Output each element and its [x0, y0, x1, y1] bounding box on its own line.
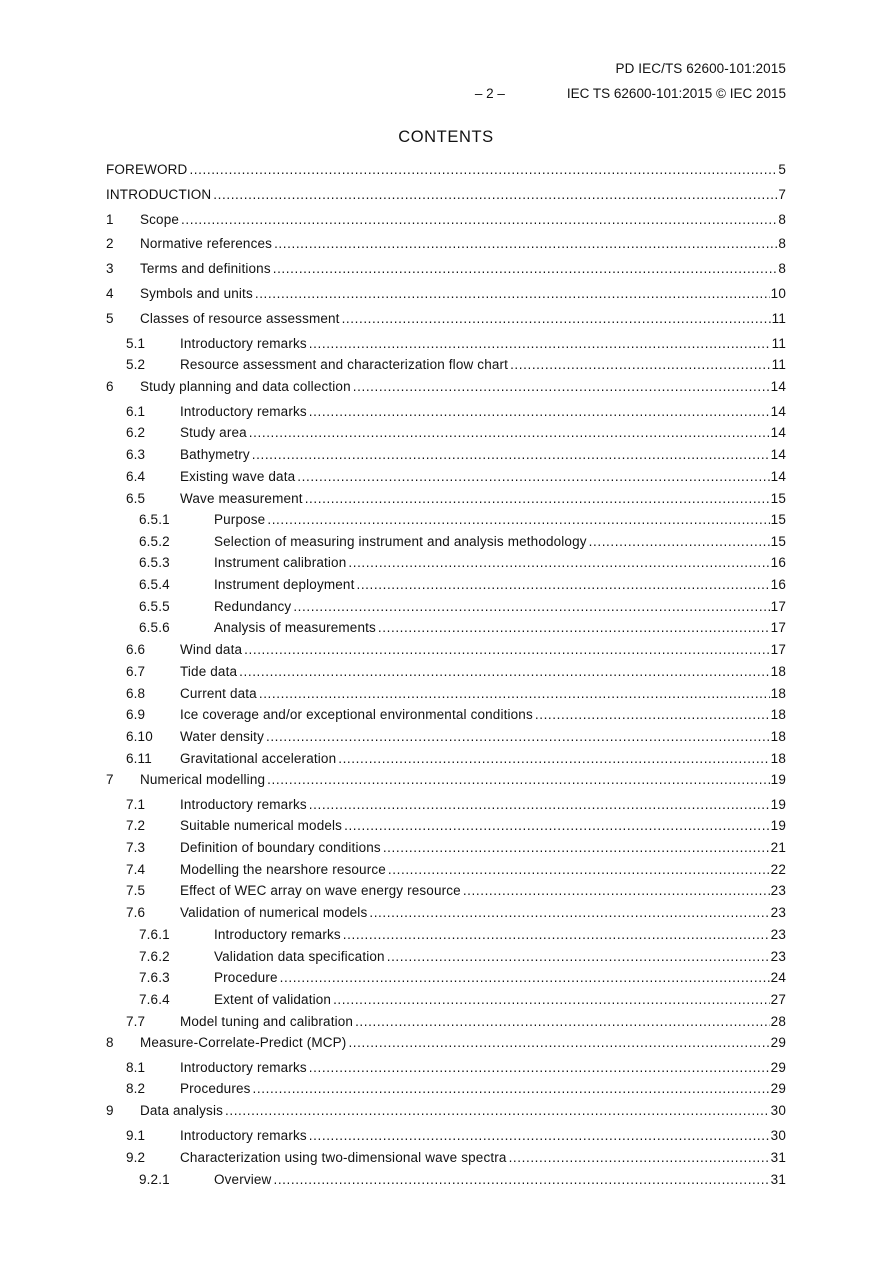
toc-dot-leader	[297, 469, 769, 484]
toc-entry[interactable]	[106, 1014, 786, 1035]
toc-entry[interactable]	[106, 491, 786, 512]
toc-entry[interactable]	[106, 447, 786, 469]
toc-entry-title: Introductory remarks	[180, 336, 307, 351]
toc-entry-number: 7.6.1	[139, 927, 170, 942]
toc-entry[interactable]	[106, 534, 786, 555]
toc-dot-leader	[239, 664, 770, 679]
toc-dot-leader	[344, 818, 770, 833]
toc-dot-leader	[273, 1172, 769, 1187]
toc-entry-page: 14	[770, 404, 786, 419]
toc-entry[interactable]	[106, 707, 786, 729]
toc-entry-page: 29	[770, 1060, 786, 1075]
toc-entry[interactable]	[106, 970, 786, 992]
toc-entry-number: 7.4	[126, 862, 146, 877]
toc-entry[interactable]	[106, 555, 786, 577]
toc-entry-title: Bathymetry	[180, 447, 250, 462]
toc-dot-leader	[252, 447, 770, 462]
toc-dot-leader	[510, 357, 771, 372]
toc-entry[interactable]	[106, 862, 786, 883]
toc-entry-number: 6.5.5	[139, 599, 170, 614]
toc-entry[interactable]	[106, 311, 786, 336]
toc-entry-number: 6.6	[126, 642, 146, 657]
toc-entry-title: Wave measurement	[180, 491, 303, 506]
toc-entry-title: Study area	[180, 425, 247, 440]
toc-entry-title: Water density	[180, 729, 264, 744]
toc-entry-page: 31	[770, 1172, 786, 1187]
toc-entry-title: Introductory remarks	[214, 927, 341, 942]
toc-entry[interactable]	[106, 379, 786, 404]
toc-entry-number: 6.5.1	[139, 512, 170, 527]
toc-entry-title: INTRODUCTION	[106, 187, 212, 202]
toc-entry-number: 6.5.2	[139, 534, 170, 549]
toc-entry-title: FOREWORD	[106, 162, 188, 177]
toc-dot-leader	[274, 236, 777, 251]
toc-entry[interactable]	[106, 404, 786, 425]
toc-dot-leader	[356, 577, 769, 592]
toc-entry-number: 7.5	[126, 883, 146, 898]
toc-entry[interactable]	[106, 729, 786, 751]
toc-dot-leader	[348, 555, 769, 570]
toc-dot-leader	[387, 949, 770, 964]
toc-entry[interactable]	[106, 1150, 786, 1172]
toc-dot-leader	[273, 261, 778, 276]
toc-dot-leader	[338, 751, 769, 766]
toc-entry[interactable]	[106, 357, 786, 379]
toc-dot-leader	[293, 599, 769, 614]
toc-entry-number: 6	[106, 379, 114, 394]
toc-entry-page: 18	[770, 664, 786, 679]
toc-entry[interactable]	[106, 212, 786, 236]
toc-dot-leader	[213, 187, 777, 202]
toc-entry[interactable]	[106, 261, 786, 286]
toc-entry[interactable]	[106, 1103, 786, 1128]
copyright-notice: IEC TS 62600-101:2015 © IEC 2015	[566, 86, 786, 101]
toc-entry-title: Instrument calibration	[214, 555, 347, 570]
toc-entry-number: 9.2	[126, 1150, 146, 1165]
toc-entry-title: Validation data specification	[214, 949, 385, 964]
toc-entry-page: 23	[770, 949, 786, 964]
toc-entry-number: 5.1	[126, 336, 146, 351]
toc-entry[interactable]	[106, 577, 786, 599]
toc-entry-page: 19	[770, 818, 786, 833]
toc-entry-page: 31	[770, 1150, 786, 1165]
toc-dot-leader	[535, 707, 770, 722]
page-number-label: – 2 –	[474, 86, 505, 101]
toc-entry-title: Selection of measuring instrument and analysis methodology	[214, 534, 587, 549]
toc-entry[interactable]	[106, 236, 786, 261]
toc-entry[interactable]	[106, 905, 786, 927]
toc-entry-title: Introductory remarks	[180, 1060, 307, 1075]
toc-entry-page: 17	[770, 642, 786, 657]
toc-dot-leader	[280, 970, 770, 985]
toc-entry-page: 18	[770, 686, 786, 701]
toc-entry-title: Current data	[180, 686, 257, 701]
toc-dot-leader	[181, 212, 777, 227]
toc-entry[interactable]	[106, 686, 786, 707]
toc-entry-page: 8	[778, 212, 786, 227]
toc-entry-page: 14	[770, 447, 786, 462]
toc-entry-title: Resource assessment and characterization flow chart	[180, 357, 509, 372]
toc-entry[interactable]	[106, 927, 786, 949]
toc-entry-number: 6.3	[126, 447, 146, 462]
toc-entry-number: 9.2.1	[139, 1172, 170, 1187]
toc-entry-number: 7.2	[126, 818, 146, 833]
toc-entry-number: 5	[106, 311, 114, 326]
toc-dot-leader	[189, 162, 777, 177]
toc-entry-number: 6.2	[126, 425, 146, 440]
toc-entry-number: 6.5	[126, 491, 146, 506]
toc-entry-title: Gravitational acceleration	[180, 751, 337, 766]
toc-entry-number: 5.2	[126, 357, 146, 372]
toc-dot-leader	[463, 883, 770, 898]
toc-entry-title: Numerical modelling	[140, 772, 266, 787]
toc-entry[interactable]	[106, 1081, 786, 1103]
toc-entry[interactable]	[106, 772, 786, 797]
table-of-contents	[106, 162, 786, 1194]
toc-dot-leader	[253, 1081, 770, 1096]
toc-entry-title: Terms and definitions	[140, 261, 271, 276]
toc-entry-title: Scope	[140, 212, 180, 227]
toc-dot-leader	[378, 620, 770, 635]
toc-entry-title: Overview	[214, 1172, 272, 1187]
toc-entry-page: 23	[770, 905, 786, 920]
toc-dot-leader	[369, 905, 769, 920]
toc-entry-title: Classes of resource assessment	[140, 311, 340, 326]
toc-entry[interactable]	[106, 1035, 786, 1060]
toc-entry-title: Study planning and data collection	[140, 379, 351, 394]
toc-dot-leader	[225, 1103, 770, 1118]
toc-entry-number: 7.1	[126, 797, 146, 812]
toc-entry[interactable]	[106, 992, 786, 1014]
toc-entry-title: Model tuning and calibration	[180, 1014, 354, 1029]
toc-entry-title: Characterization using two-dimensional wave spectra	[180, 1150, 507, 1165]
toc-entry[interactable]	[106, 1172, 786, 1194]
toc-entry-number: 6.5.4	[139, 577, 170, 592]
toc-entry-page: 21	[770, 840, 786, 855]
toc-entry-page: 10	[770, 286, 786, 301]
toc-entry-number: 8	[106, 1035, 114, 1050]
toc-dot-leader	[309, 1128, 770, 1143]
toc-dot-leader	[348, 1035, 769, 1050]
toc-entry-page: 23	[770, 883, 786, 898]
toc-entry[interactable]	[106, 883, 786, 905]
toc-dot-leader	[309, 797, 770, 812]
toc-entry[interactable]	[106, 751, 786, 772]
toc-entry[interactable]	[106, 1128, 786, 1150]
toc-dot-leader	[267, 512, 769, 527]
toc-entry-number: 4	[106, 286, 114, 301]
toc-entry-title: Procedures	[180, 1081, 251, 1096]
toc-entry-number: 6.11	[126, 751, 152, 766]
toc-entry-page: 30	[770, 1103, 786, 1118]
toc-entry-title: Purpose	[214, 512, 266, 527]
toc-entry-number: 8.2	[126, 1081, 146, 1096]
toc-entry-number: 7.7	[126, 1014, 146, 1029]
toc-dot-leader	[353, 379, 770, 394]
toc-entry[interactable]	[106, 512, 786, 534]
toc-entry[interactable]	[106, 599, 786, 620]
toc-entry-number: 9.1	[126, 1128, 146, 1143]
toc-entry-page: 29	[770, 1035, 786, 1050]
toc-entry-page: 19	[770, 772, 786, 787]
toc-entry-number: 7.6	[126, 905, 146, 920]
toc-entry-page: 19	[770, 797, 786, 812]
toc-entry-title: Suitable numerical models	[180, 818, 343, 833]
toc-entry-page: 22	[770, 862, 786, 877]
toc-dot-leader	[355, 1014, 770, 1029]
toc-entry-page: 28	[770, 1014, 786, 1029]
toc-entry-page: 7	[778, 187, 786, 202]
toc-entry-number: 6.10	[126, 729, 153, 744]
toc-entry[interactable]	[106, 162, 786, 187]
toc-dot-leader	[343, 927, 770, 942]
toc-entry-title: Validation of numerical models	[180, 905, 368, 920]
toc-entry-page: 16	[770, 555, 786, 570]
toc-entry[interactable]	[106, 797, 786, 818]
toc-entry-number: 6.1	[126, 404, 146, 419]
toc-entry-number: 8.1	[126, 1060, 146, 1075]
toc-entry-number: 1	[106, 212, 114, 227]
toc-dot-leader	[342, 311, 771, 326]
toc-entry[interactable]	[106, 469, 786, 491]
toc-dot-leader	[383, 840, 770, 855]
toc-entry-number: 3	[106, 261, 114, 276]
toc-entry-title: Normative references	[140, 236, 273, 251]
toc-entry[interactable]	[106, 286, 786, 311]
toc-entry-number: 6.5.3	[139, 555, 170, 570]
toc-dot-leader	[509, 1150, 770, 1165]
toc-dot-leader	[249, 425, 770, 440]
toc-entry-title: Symbols and units	[140, 286, 253, 301]
toc-entry-page: 24	[770, 970, 786, 985]
toc-entry-title: Redundancy	[214, 599, 292, 614]
toc-entry-page: 11	[771, 311, 786, 326]
toc-entry[interactable]	[106, 949, 786, 970]
page-header	[475, 86, 786, 101]
toc-dot-leader	[309, 1060, 770, 1075]
toc-dot-leader	[267, 772, 770, 787]
toc-dot-leader	[244, 642, 770, 657]
toc-entry-page: 27	[770, 992, 786, 1007]
toc-entry-title: Introductory remarks	[180, 1128, 307, 1143]
toc-entry-title: Wind data	[180, 642, 243, 657]
toc-entry-number: 6.4	[126, 469, 146, 484]
toc-entry-page: 18	[770, 729, 786, 744]
toc-dot-leader	[305, 491, 770, 506]
toc-entry-number: 6.8	[126, 686, 146, 701]
toc-entry-page: 16	[770, 577, 786, 592]
toc-entry-number: 2	[106, 236, 114, 251]
toc-entry-page: 11	[771, 357, 786, 372]
toc-entry-title: Definition of boundary conditions	[180, 840, 381, 855]
toc-heading: CONTENTS	[398, 128, 494, 146]
toc-entry-number: 7.6.3	[139, 970, 170, 985]
toc-entry-page: 14	[770, 469, 786, 484]
toc-entry[interactable]	[106, 1060, 786, 1081]
toc-entry-title: Modelling the nearshore resource	[180, 862, 386, 877]
toc-entry-page: 5	[778, 162, 786, 177]
toc-entry-page: 8	[778, 236, 786, 251]
toc-dot-leader	[255, 286, 770, 301]
toc-entry-title: Effect of WEC array on wave energy resource	[180, 883, 461, 898]
toc-entry-page: 23	[770, 927, 786, 942]
toc-entry-title: Existing wave data	[180, 469, 296, 484]
toc-entry-number: 6.9	[126, 707, 146, 722]
toc-dot-leader	[309, 404, 770, 419]
toc-entry-page: 15	[770, 491, 786, 506]
toc-entry-title: Extent of validation	[214, 992, 332, 1007]
toc-entry-page: 8	[778, 261, 786, 276]
toc-entry-page: 14	[770, 425, 786, 440]
toc-entry[interactable]	[106, 664, 786, 686]
toc-entry-title: Data analysis	[140, 1103, 223, 1118]
toc-dot-leader	[309, 336, 771, 351]
toc-entry-page: 18	[770, 707, 786, 722]
toc-dot-leader	[589, 534, 770, 549]
toc-entry[interactable]	[106, 840, 786, 862]
toc-entry[interactable]	[106, 187, 786, 212]
toc-entry[interactable]	[106, 425, 786, 447]
toc-entry-number: 7.6.2	[139, 949, 170, 964]
toc-entry-number: 6.7	[126, 664, 146, 679]
document-id: PD IEC/TS 62600-101:2015	[615, 61, 786, 76]
toc-entry-number: 7	[106, 772, 114, 787]
toc-entry[interactable]	[106, 620, 786, 642]
toc-dot-leader	[259, 686, 770, 701]
toc-dot-leader	[333, 992, 770, 1007]
toc-entry[interactable]	[106, 336, 786, 357]
toc-entry-title: Tide data	[180, 664, 238, 679]
toc-entry-page: 11	[771, 336, 786, 351]
toc-dot-leader	[266, 729, 770, 744]
toc-entry-page: 15	[770, 534, 786, 549]
toc-entry-page: 17	[770, 620, 786, 635]
toc-entry-number: 9	[106, 1103, 114, 1118]
toc-entry[interactable]	[106, 818, 786, 840]
toc-entry-title: Measure-Correlate-Predict (MCP)	[140, 1035, 347, 1050]
toc-entry-title: Analysis of measurements	[214, 620, 376, 635]
toc-entry-title: Ice coverage and/or exceptional environmental conditions	[180, 707, 533, 722]
toc-entry-title: Introductory remarks	[180, 797, 307, 812]
toc-entry-number: 7.3	[126, 840, 146, 855]
toc-entry-page: 29	[770, 1081, 786, 1096]
toc-entry-number: 6.5.6	[139, 620, 170, 635]
toc-entry-page: 30	[770, 1128, 786, 1143]
toc-entry-title: Introductory remarks	[180, 404, 307, 419]
toc-entry-number: 7.6.4	[139, 992, 170, 1007]
toc-entry-page: 18	[770, 751, 786, 766]
toc-dot-leader	[388, 862, 770, 877]
toc-entry-title: Instrument deployment	[214, 577, 355, 592]
toc-entry-page: 17	[770, 599, 786, 614]
toc-entry-page: 14	[770, 379, 786, 394]
toc-entry-title: Procedure	[214, 970, 278, 985]
toc-entry-page: 15	[770, 512, 786, 527]
toc-entry[interactable]	[106, 642, 786, 664]
